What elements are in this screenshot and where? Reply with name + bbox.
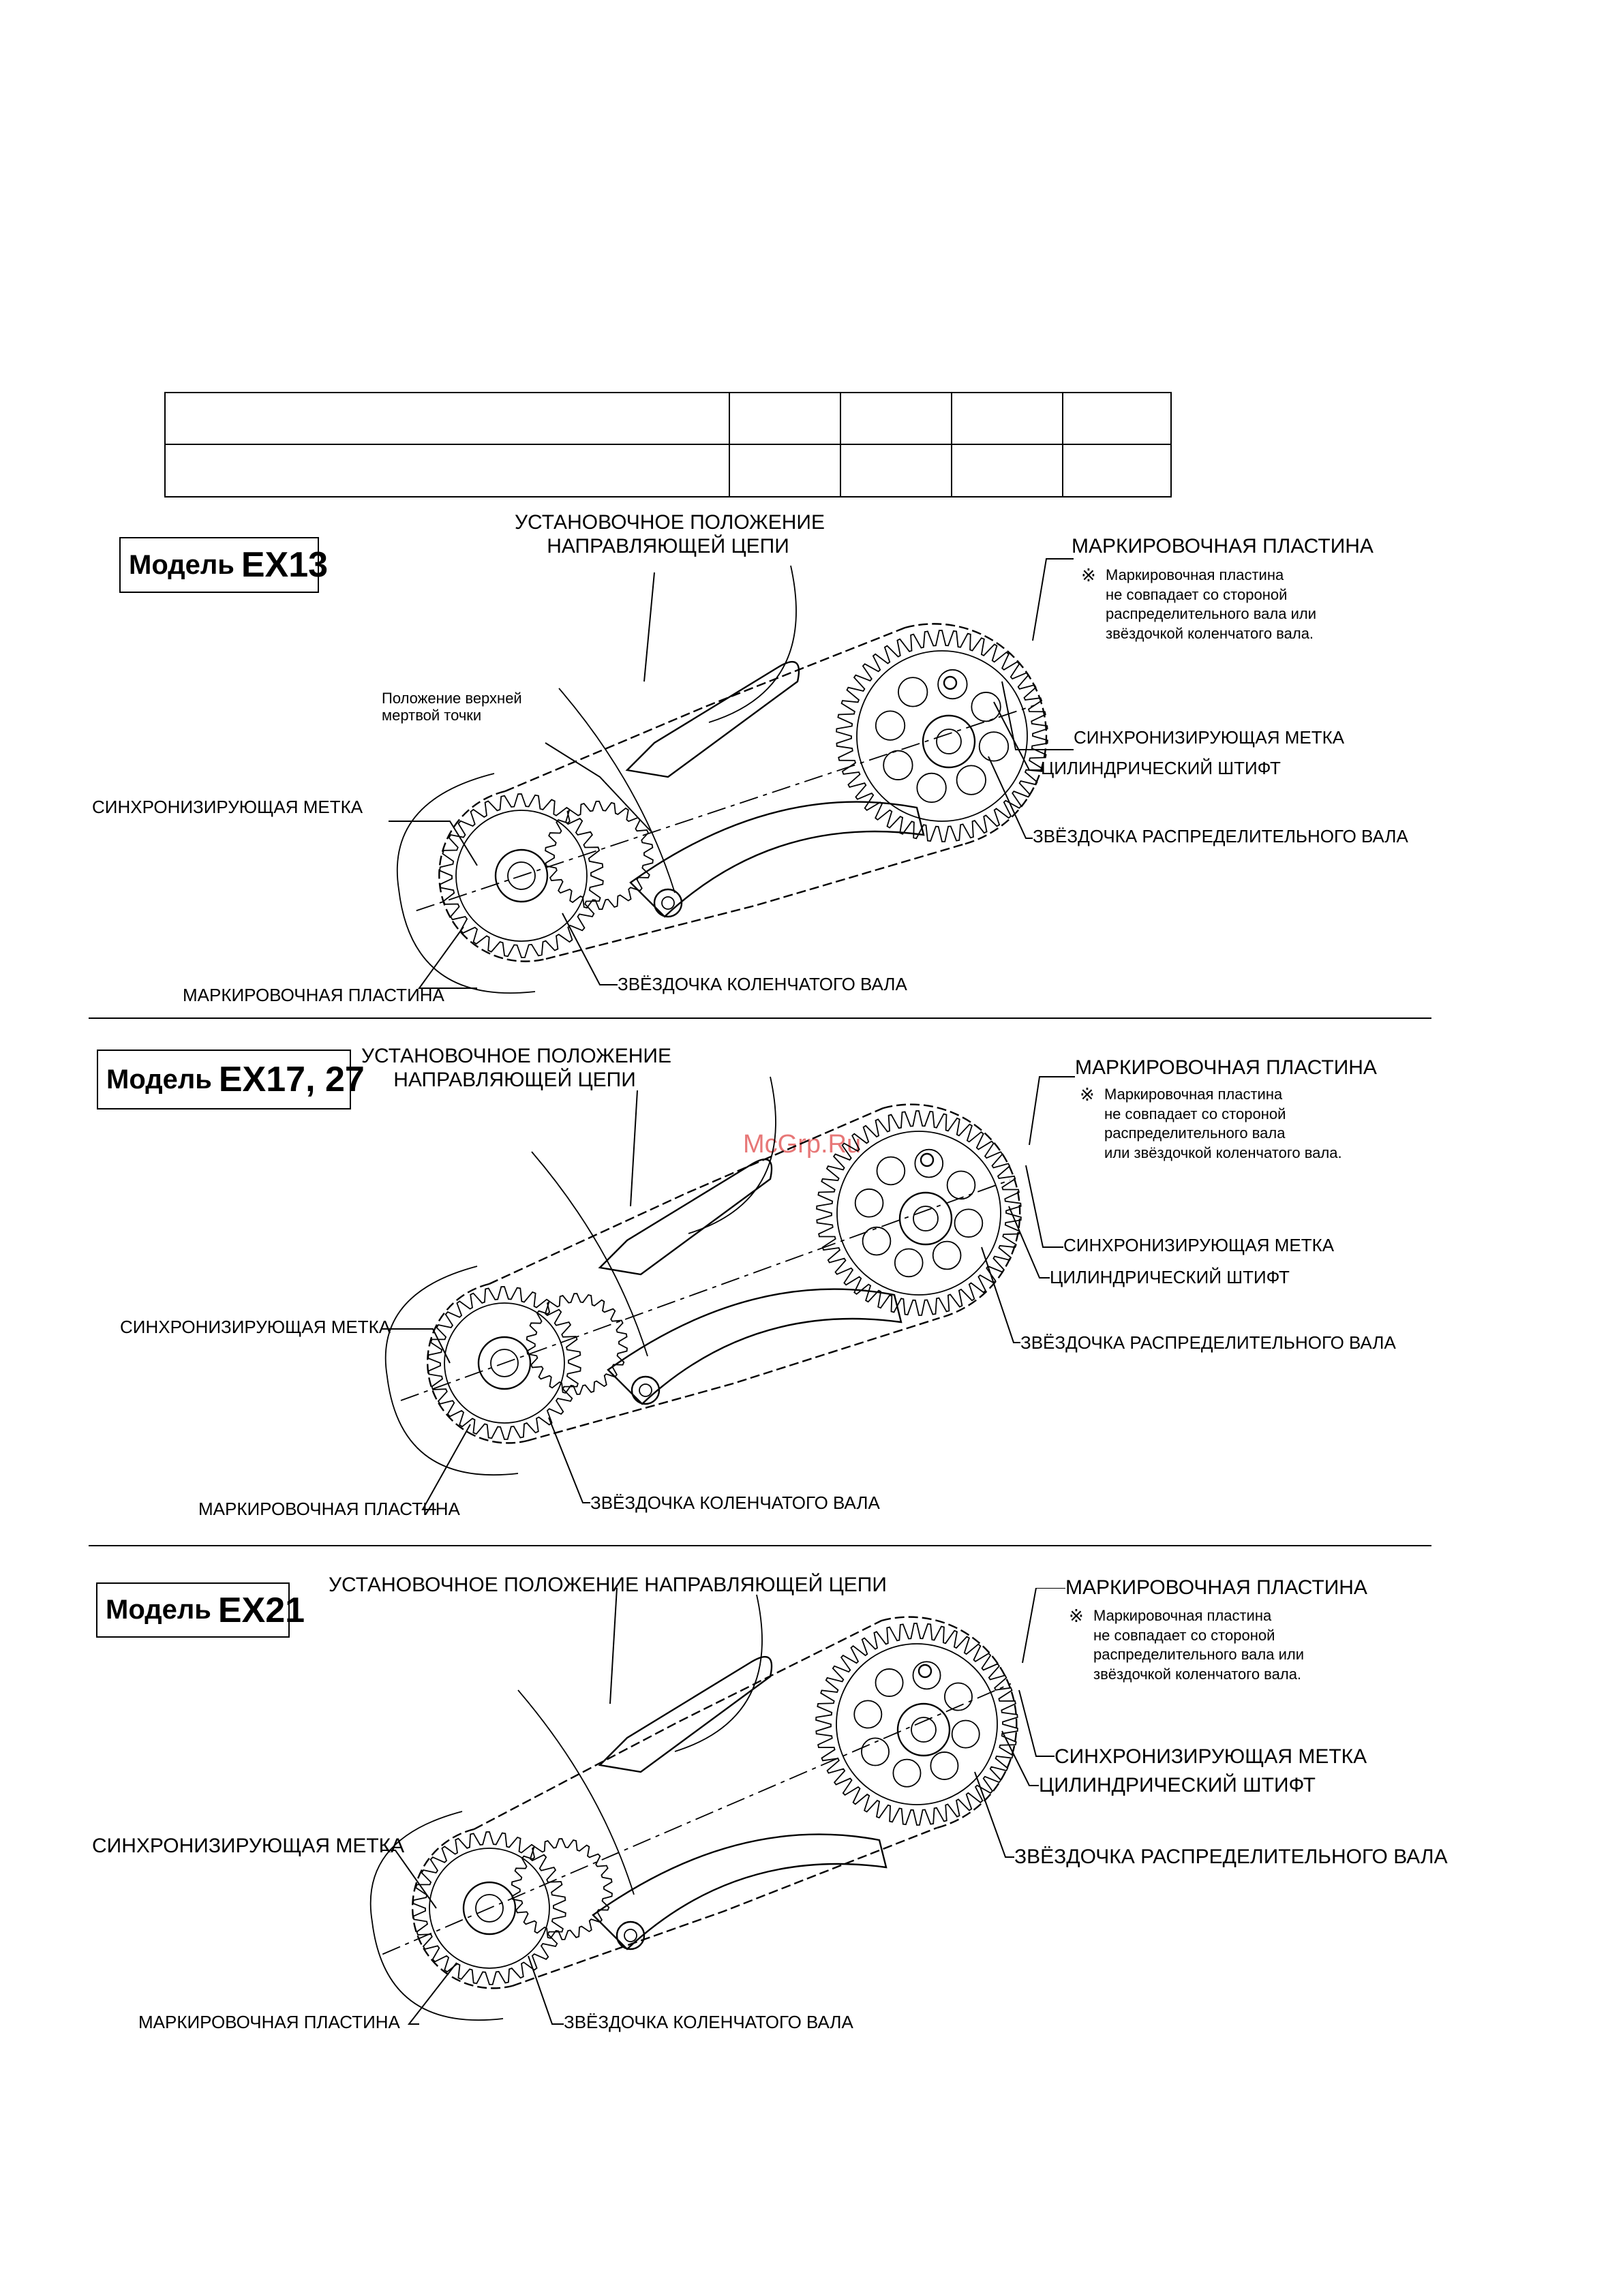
timing-chain-diagram-ex13	[0, 545, 1623, 1022]
note-line: звёздочкой коленчатого вала.	[1093, 1665, 1302, 1683]
sync-mark-right-label: СИНХРОНИЗИРУЮЩАЯ МЕТКА	[1074, 727, 1345, 748]
note-line: Маркировочная пластина	[1106, 566, 1284, 583]
note-line: звёздочкой коленчатого вала.	[1106, 624, 1314, 642]
camshaft-bolt	[913, 1206, 938, 1231]
sync-mark-right-label: СИНХРОНИЗИРУЮЩАЯ МЕТКА	[1055, 1745, 1367, 1768]
spec-table	[164, 392, 1172, 498]
timing-chain-top-run	[474, 1621, 882, 1829]
cylindrical-pin-label: ЦИЛИНДРИЧЕСКИЙ ШТИФТ	[1050, 1267, 1290, 1287]
leader-line	[1019, 1690, 1055, 1756]
camshaft-sprocket-label: ЗВЁЗДОЧКА РАСПРЕДЕЛИТЕЛЬНОГО ВАЛА	[1020, 1332, 1396, 1353]
timing-chain-bottom-run	[513, 1828, 937, 1986]
leader-line	[528, 1956, 564, 2024]
timing-chain-cam-wrap	[905, 624, 1046, 844]
spec-table-divider	[951, 393, 952, 496]
idler-gear-teeth	[512, 1839, 612, 1940]
camshaft-sprocket-hole	[898, 677, 928, 706]
note-line: не совпадает со стороной	[1106, 585, 1288, 603]
leader-line	[1002, 1731, 1039, 1786]
cylinder-outline	[688, 1077, 776, 1234]
leader-line	[409, 1963, 457, 2024]
model-word: Модель	[129, 549, 234, 580]
camshaft-sprocket-hole	[930, 1752, 958, 1779]
tensioner-pivot-bolt	[639, 1384, 652, 1396]
note-line: Маркировочная пластина	[1093, 1607, 1272, 1624]
timing-chain-cam-wrap	[883, 1105, 1020, 1318]
note-line: или звёздочкой коленчатого вала.	[1104, 1144, 1342, 1161]
camshaft-sprocket-hole	[955, 1209, 983, 1237]
cylindrical-pin-mark	[944, 677, 956, 689]
cover-outline	[532, 1152, 648, 1356]
model-number: EX17, 27	[218, 1060, 365, 1099]
chain-guide	[600, 1159, 772, 1274]
label-line: УСТАНОВОЧНОЕ ПОЛОЖЕНИЕ	[361, 1045, 671, 1067]
label-line: НАПРАВЛЯЮЩЕЙ ЦЕПИ	[393, 1068, 636, 1091]
camshaft-sprocket-hole	[854, 1700, 881, 1728]
leader-line	[1009, 1206, 1050, 1278]
camshaft-sprocket-hole	[938, 670, 967, 699]
note-asterisk-icon: ※	[1081, 565, 1096, 585]
camshaft-sprocket-hole	[952, 1720, 980, 1747]
marking-plate-bottom-label: МАРКИРОВОЧНАЯ ПЛАСТИНА	[198, 1499, 460, 1519]
camshaft-sprocket-hole	[980, 732, 1009, 761]
watermark: McGrp.Ru	[743, 1130, 862, 1159]
camshaft-sprocket-hole	[917, 774, 946, 803]
label-line: мертвой точки	[382, 707, 482, 724]
leader-line	[988, 756, 1033, 838]
leader-line	[631, 1090, 637, 1206]
tensioner-pivot-bolt	[662, 897, 674, 909]
note-asterisk-icon: ※	[1069, 1606, 1084, 1626]
camshaft-hub	[923, 716, 975, 767]
idler-gear-teeth	[527, 1294, 627, 1394]
camshaft-sprocket-hole	[877, 1157, 905, 1185]
leader-line	[1026, 1165, 1063, 1247]
cylindrical-pin-label: ЦИЛИНДРИЧЕСКИЙ ШТИФТ	[1041, 758, 1281, 778]
tensioner-pivot-bolt	[624, 1929, 637, 1942]
spec-table-row	[166, 445, 1170, 497]
chain-guide	[600, 1657, 772, 1772]
leader-line	[423, 1424, 470, 1510]
note-line: распределительного вала или	[1106, 605, 1317, 623]
label-line: УСТАНОВОЧНОЕ ПОЛОЖЕНИЕ	[515, 511, 825, 534]
cylindrical-pin-mark	[919, 1665, 931, 1677]
center-line	[382, 1684, 1011, 1955]
cylinder-outline	[709, 566, 796, 722]
cylindrical-pin-mark	[921, 1154, 933, 1166]
camshaft-sprocket-hole	[876, 1669, 903, 1696]
timing-chain-diagram-ex17-27	[0, 1063, 1623, 1540]
cylinder-outline	[675, 1595, 762, 1751]
center-line	[401, 1180, 1010, 1400]
chain-tensioner	[593, 1835, 886, 1949]
model-word: Модель	[106, 1064, 212, 1095]
camshaft-sprocket-hole	[876, 711, 905, 740]
leader-line	[1033, 559, 1074, 641]
cover-outline	[518, 1690, 634, 1895]
sync-mark-left-label: СИНХРОНИЗИРУЮЩАЯ МЕТКА	[92, 1835, 405, 1857]
note-line: распределительного вала или	[1093, 1646, 1305, 1664]
camshaft-sprocket-hole	[883, 751, 913, 780]
section-divider	[89, 1545, 1431, 1546]
timing-chain-top-run	[505, 628, 905, 791]
spec-table-divider	[729, 393, 730, 496]
timing-chain-crank-wrap	[427, 1284, 527, 1443]
camshaft-sprocket-hole	[957, 765, 986, 795]
note-line: не совпадает со стороной	[1104, 1105, 1286, 1122]
leader-line	[1022, 1588, 1065, 1663]
spec-table-divider	[1062, 393, 1063, 496]
sync-mark-right-label: СИНХРОНИЗИРУЮЩАЯ МЕТКА	[1063, 1235, 1335, 1255]
timing-chain-bottom-run	[528, 1318, 939, 1441]
camshaft-sprocket-hole	[933, 1242, 961, 1270]
leader-line	[562, 913, 618, 985]
marking-plate-top-label: МАРКИРОВОЧНАЯ ПЛАСТИНА	[1075, 1056, 1377, 1079]
idler-gear-teeth	[545, 801, 653, 909]
leader-line	[982, 1247, 1020, 1343]
marking-plate-top-label: МАРКИРОВОЧНАЯ ПЛАСТИНА	[1072, 535, 1374, 557]
crankshaft-sprocket-label: ЗВЁЗДОЧКА КОЛЕНЧАТОГО ВАЛА	[618, 974, 907, 994]
label-line: НАПРАВЛЯЮЩЕЙ ЦЕПИ	[547, 534, 789, 557]
leader-line	[644, 572, 654, 682]
spec-table-row	[166, 393, 1170, 445]
timing-chain-diagram-ex21	[0, 1588, 1623, 2065]
timing-chain-bottom-run	[546, 844, 963, 959]
camshaft-sprocket-hole	[893, 1760, 920, 1787]
spec-table-divider	[840, 393, 841, 496]
marking-plate-top-label: МАРКИРОВОЧНАЯ ПЛАСТИНА	[1065, 1576, 1367, 1599]
leader-line	[389, 821, 477, 866]
chain-tensioner	[608, 1289, 901, 1404]
cylindrical-pin-label: ЦИЛИНДРИЧЕСКИЙ ШТИФТ	[1039, 1774, 1316, 1796]
camshaft-hub	[900, 1193, 952, 1244]
leader-line	[1029, 1077, 1075, 1145]
camshaft-sprocket-hole	[855, 1189, 883, 1217]
timing-chain-top-run	[489, 1108, 883, 1284]
marking-plate-bottom-label: МАРКИРОВОЧНАЯ ПЛАСТИНА	[183, 985, 444, 1005]
cover-outline	[559, 688, 675, 893]
leader-line	[610, 1588, 617, 1704]
camshaft-sprocket-label: ЗВЁЗДОЧКА РАСПРЕДЕЛИТЕЛЬНОГО ВАЛА	[1014, 1846, 1448, 1868]
camshaft-sprocket-label: ЗВЁЗДОЧКА РАСПРЕДЕЛИТЕЛЬНОГО ВАЛА	[1033, 826, 1408, 846]
sync-mark-left-label: СИНХРОНИЗИРУЮЩАЯ МЕТКА	[92, 797, 363, 817]
model-number: EX21	[217, 1590, 305, 1630]
crankshaft-sprocket-label: ЗВЁЗДОЧКА КОЛЕНЧАТОГО ВАЛА	[590, 1493, 880, 1513]
sync-mark-left-label: СИНХРОНИЗИРУЮЩАЯ МЕТКА	[120, 1317, 391, 1337]
model-word: Модель	[106, 1595, 211, 1625]
guide-position-label: УСТАНОВОЧНОЕ ПОЛОЖЕНИЕ НАПРАВЛЯЮЩЕЙ ЦЕПИ	[329, 1574, 887, 1596]
camshaft-sprocket-hole	[895, 1249, 923, 1277]
model-number: EX13	[241, 545, 329, 585]
note-line: Маркировочная пластина	[1104, 1086, 1283, 1103]
crankshaft-sprocket-label: ЗВЁЗДОЧКА КОЛЕНЧАТОГО ВАЛА	[564, 2012, 853, 2032]
camshaft-hub	[898, 1704, 950, 1756]
note-line: не совпадает со стороной	[1093, 1626, 1275, 1644]
marking-plate-bottom-label: МАРКИРОВОЧНАЯ ПЛАСТИНА	[138, 2012, 400, 2032]
leader-line	[549, 1418, 590, 1503]
leader-line	[382, 1329, 450, 1363]
timing-chain-crank-wrap	[412, 1829, 512, 1988]
leader-line	[975, 1772, 1014, 1857]
note-asterisk-icon: ※	[1080, 1084, 1095, 1105]
note-line: распределительного вала	[1104, 1124, 1286, 1142]
label-line: Положение верхней	[382, 690, 522, 707]
camshaft-bolt	[937, 729, 961, 754]
